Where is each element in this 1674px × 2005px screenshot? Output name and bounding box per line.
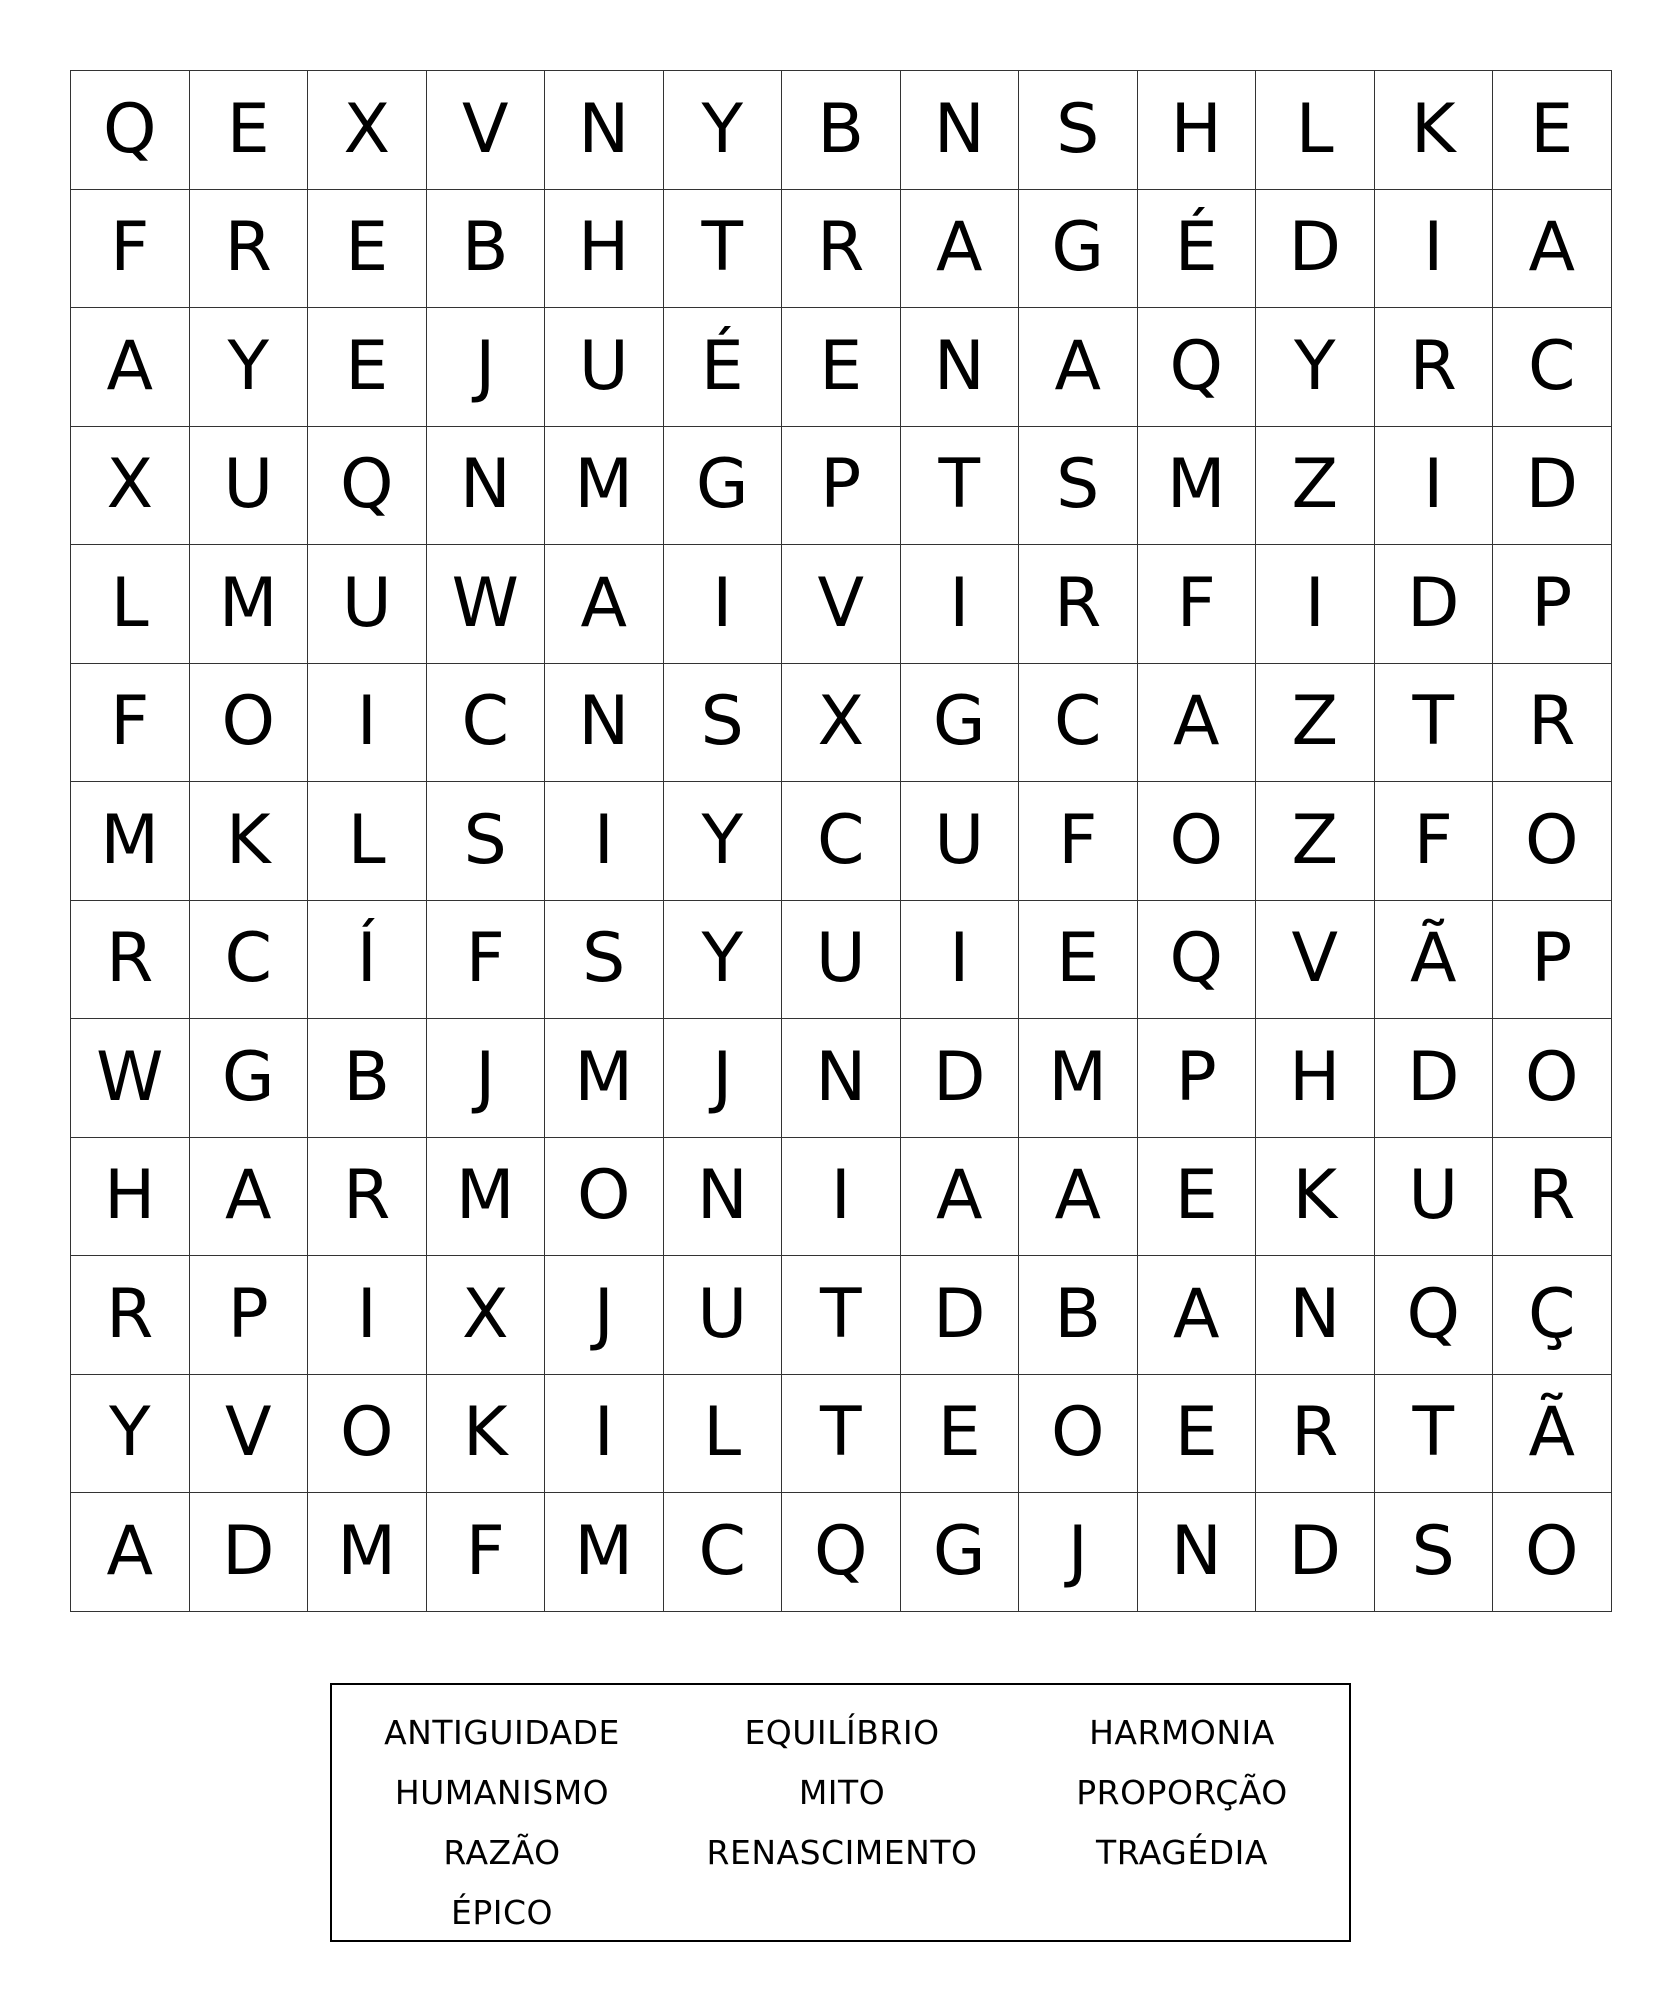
grid-cell[interactable]: J [427, 308, 546, 427]
grid-cell[interactable]: Ã [1375, 901, 1494, 1020]
grid-cell[interactable]: F [427, 901, 546, 1020]
grid-cell[interactable]: K [190, 782, 309, 901]
grid-cell[interactable]: M [545, 427, 664, 546]
grid-cell[interactable]: O [1493, 782, 1612, 901]
grid-cell[interactable]: S [1375, 1493, 1494, 1612]
grid-cell[interactable]: Q [308, 427, 427, 546]
grid-cell[interactable]: F [427, 1493, 546, 1612]
grid-cell[interactable]: M [71, 782, 190, 901]
grid-cell[interactable]: Q [71, 71, 190, 190]
grid-cell[interactable]: G [664, 427, 783, 546]
grid-cell[interactable]: E [1138, 1375, 1257, 1494]
grid-cell[interactable]: T [782, 1256, 901, 1375]
grid-cell[interactable]: Y [664, 782, 783, 901]
grid-cell[interactable]: Y [664, 901, 783, 1020]
word-list-item: EQUILÍBRIO [744, 1713, 940, 1752]
grid-cell[interactable]: K [1256, 1138, 1375, 1257]
grid-cell[interactable]: C [782, 782, 901, 901]
grid-cell[interactable]: O [1493, 1019, 1612, 1138]
grid-cell[interactable]: K [427, 1375, 546, 1494]
grid-cell[interactable]: U [901, 782, 1020, 901]
grid-cell[interactable]: C [190, 901, 309, 1020]
grid-cell[interactable]: P [190, 1256, 309, 1375]
grid-cell[interactable]: T [782, 1375, 901, 1494]
grid-cell[interactable]: R [308, 1138, 427, 1257]
grid-cell[interactable]: Y [1256, 308, 1375, 427]
grid-cell[interactable]: R [190, 190, 309, 309]
grid-cell[interactable]: B [782, 71, 901, 190]
grid-cell[interactable]: F [1019, 782, 1138, 901]
grid-cell[interactable]: T [901, 427, 1020, 546]
grid-cell[interactable]: A [71, 1493, 190, 1612]
grid-cell[interactable]: I [1256, 545, 1375, 664]
grid-cell[interactable]: X [308, 71, 427, 190]
grid-cell[interactable]: R [1375, 308, 1494, 427]
grid-cell[interactable]: U [545, 308, 664, 427]
grid-cell[interactable]: G [190, 1019, 309, 1138]
grid-cell[interactable]: M [1019, 1019, 1138, 1138]
grid-cell[interactable]: D [1493, 427, 1612, 546]
grid-cell[interactable]: X [71, 427, 190, 546]
grid-cell[interactable]: L [71, 545, 190, 664]
grid-cell[interactable]: U [190, 427, 309, 546]
grid-cell[interactable]: G [901, 1493, 1020, 1612]
grid-cell[interactable]: Z [1256, 782, 1375, 901]
grid-cell[interactable]: I [1375, 190, 1494, 309]
grid-cell[interactable]: C [427, 664, 546, 783]
grid-cell[interactable]: O [545, 1138, 664, 1257]
grid-cell[interactable]: Z [1256, 664, 1375, 783]
grid-cell[interactable]: F [71, 664, 190, 783]
grid-cell[interactable]: Z [1256, 427, 1375, 546]
grid-cell[interactable]: N [901, 308, 1020, 427]
grid-cell[interactable]: R [71, 901, 190, 1020]
grid-cell[interactable]: V [427, 71, 546, 190]
grid-cell[interactable]: O [308, 1375, 427, 1494]
grid-cell[interactable]: B [308, 1019, 427, 1138]
grid-cell[interactable]: W [427, 545, 546, 664]
grid-cell[interactable]: A [1019, 1138, 1138, 1257]
grid-cell[interactable]: E [308, 190, 427, 309]
grid-cell[interactable]: P [782, 427, 901, 546]
grid-cell[interactable]: U [1375, 1138, 1494, 1257]
grid-cell[interactable]: S [1019, 71, 1138, 190]
grid-cell[interactable]: J [427, 1019, 546, 1138]
grid-cell[interactable]: U [782, 901, 901, 1020]
grid-cell[interactable]: M [308, 1493, 427, 1612]
grid-cell[interactable]: E [190, 71, 309, 190]
grid-cell[interactable]: Í [308, 901, 427, 1020]
grid-cell[interactable]: X [782, 664, 901, 783]
grid-cell[interactable]: R [1019, 545, 1138, 664]
grid-cell[interactable]: E [901, 1375, 1020, 1494]
grid-cell[interactable]: W [71, 1019, 190, 1138]
grid-cell[interactable]: Y [190, 308, 309, 427]
grid-cell[interactable]: B [1019, 1256, 1138, 1375]
grid-cell[interactable]: V [190, 1375, 309, 1494]
grid-cell[interactable]: D [1375, 1019, 1494, 1138]
grid-cell[interactable]: N [545, 664, 664, 783]
grid-cell[interactable]: I [901, 901, 1020, 1020]
word-list-item: TRAGÉDIA [1096, 1833, 1268, 1872]
grid-cell[interactable]: D [1256, 1493, 1375, 1612]
grid-cell[interactable]: K [1375, 71, 1494, 190]
grid-cell[interactable]: M [545, 1019, 664, 1138]
grid-cell[interactable]: G [901, 664, 1020, 783]
word-list-box [330, 1683, 1351, 1942]
grid-cell[interactable]: F [1138, 545, 1257, 664]
grid-cell[interactable]: S [545, 901, 664, 1020]
grid-cell[interactable]: M [190, 545, 309, 664]
grid-cell[interactable]: A [901, 190, 1020, 309]
grid-cell[interactable]: A [901, 1138, 1020, 1257]
grid-cell[interactable]: I [901, 545, 1020, 664]
grid-cell[interactable]: A [1138, 1256, 1257, 1375]
grid-cell[interactable]: T [1375, 1375, 1494, 1494]
grid-cell[interactable]: D [190, 1493, 309, 1612]
grid-cell[interactable]: C [664, 1493, 783, 1612]
grid-cell[interactable]: É [1138, 190, 1257, 309]
grid-cell[interactable]: M [1138, 427, 1257, 546]
grid-cell[interactable]: E [1019, 901, 1138, 1020]
grid-cell[interactable]: A [1019, 308, 1138, 427]
grid-cell[interactable]: D [901, 1019, 1020, 1138]
grid-cell[interactable]: R [1256, 1375, 1375, 1494]
grid-cell[interactable]: X [427, 1256, 546, 1375]
grid-cell[interactable]: N [1138, 1493, 1257, 1612]
grid-cell[interactable]: Y [664, 71, 783, 190]
grid-cell[interactable]: E [1493, 71, 1612, 190]
grid-cell[interactable]: T [1375, 664, 1494, 783]
letter-grid [70, 70, 1612, 1612]
grid-cell[interactable]: M [427, 1138, 546, 1257]
grid-cell[interactable]: V [1256, 901, 1375, 1020]
grid-cell[interactable]: L [664, 1375, 783, 1494]
grid-cell[interactable]: I [308, 1256, 427, 1375]
grid-cell[interactable]: E [782, 308, 901, 427]
grid-cell[interactable]: D [1256, 190, 1375, 309]
grid-cell[interactable]: A [1493, 190, 1612, 309]
grid-cell[interactable]: H [71, 1138, 190, 1257]
grid-cell[interactable]: R [71, 1256, 190, 1375]
grid-cell[interactable]: D [901, 1256, 1020, 1375]
grid-cell[interactable]: P [1493, 901, 1612, 1020]
grid-cell[interactable]: A [190, 1138, 309, 1257]
grid-cell[interactable]: O [1138, 782, 1257, 901]
word-list-item: HUMANISMO [394, 1773, 610, 1812]
word-list-item: PROPORÇÃO [1076, 1773, 1288, 1812]
grid-cell[interactable]: I [782, 1138, 901, 1257]
grid-cell[interactable]: N [1256, 1256, 1375, 1375]
grid-cell[interactable]: T [664, 190, 783, 309]
grid-cell[interactable]: J [664, 1019, 783, 1138]
grid-cell[interactable]: N [664, 1138, 783, 1257]
grid-cell[interactable]: E [1138, 1138, 1257, 1257]
word-list-item: ANTIGUIDADE [384, 1713, 620, 1752]
grid-cell[interactable]: A [1138, 664, 1257, 783]
grid-cell[interactable]: F [71, 190, 190, 309]
grid-cell[interactable]: M [545, 1493, 664, 1612]
grid-cell[interactable]: U [308, 545, 427, 664]
grid-cell[interactable]: Q [782, 1493, 901, 1612]
grid-cell[interactable]: F [1375, 782, 1494, 901]
grid-cell[interactable]: N [545, 71, 664, 190]
grid-cell[interactable]: A [545, 545, 664, 664]
grid-cell[interactable]: Q [1375, 1256, 1494, 1375]
word-list-item: HARMONIA [1089, 1713, 1275, 1752]
grid-cell[interactable]: Ç [1493, 1256, 1612, 1375]
grid-cell[interactable]: I [545, 1375, 664, 1494]
word-list-item: MITO [798, 1773, 886, 1812]
grid-cell[interactable]: D [1375, 545, 1494, 664]
grid-cell[interactable]: L [308, 782, 427, 901]
grid-cell[interactable]: J [545, 1256, 664, 1375]
word-list [332, 1703, 1349, 1943]
grid-cell[interactable]: J [1019, 1493, 1138, 1612]
grid-cell[interactable]: C [1019, 664, 1138, 783]
grid-cell[interactable]: O [190, 664, 309, 783]
grid-cell[interactable]: B [427, 190, 546, 309]
grid-cell[interactable]: H [545, 190, 664, 309]
grid-cell[interactable]: L [1256, 71, 1375, 190]
grid-cell[interactable]: S [664, 664, 783, 783]
grid-cell[interactable]: P [1493, 545, 1612, 664]
grid-cell[interactable]: I [545, 782, 664, 901]
grid-cell[interactable]: H [1256, 1019, 1375, 1138]
grid-cell[interactable]: P [1138, 1019, 1257, 1138]
word-list-item: RAZÃO [443, 1833, 561, 1872]
grid-cell[interactable]: I [308, 664, 427, 783]
grid-cell[interactable]: O [1019, 1375, 1138, 1494]
grid-cell[interactable]: Y [71, 1375, 190, 1494]
grid-cell[interactable]: O [1493, 1493, 1612, 1612]
word-list-item: RENASCIMENTO [706, 1833, 978, 1872]
grid-cell[interactable]: H [1138, 71, 1257, 190]
grid-cell[interactable]: V [782, 545, 901, 664]
grid-cell[interactable]: R [782, 190, 901, 309]
grid-cell[interactable]: C [1493, 308, 1612, 427]
grid-cell[interactable]: U [664, 1256, 783, 1375]
grid-cell[interactable]: R [1493, 664, 1612, 783]
grid-cell[interactable]: Q [1138, 901, 1257, 1020]
grid-cell[interactable]: A [71, 308, 190, 427]
grid-cell[interactable]: G [1019, 190, 1138, 309]
word-list-item: ÉPICO [451, 1893, 553, 1932]
grid-cell[interactable]: Ã [1493, 1375, 1612, 1494]
grid-cell[interactable]: N [901, 71, 1020, 190]
grid-cell[interactable]: N [782, 1019, 901, 1138]
grid-cell[interactable]: E [308, 308, 427, 427]
grid-cell[interactable]: N [427, 427, 546, 546]
grid-cell[interactable]: I [1375, 427, 1494, 546]
grid-cell[interactable]: R [1493, 1138, 1612, 1257]
grid-cell[interactable]: É [664, 308, 783, 427]
grid-cell[interactable]: S [427, 782, 546, 901]
grid-cell[interactable]: Q [1138, 308, 1257, 427]
grid-cell[interactable]: I [664, 545, 783, 664]
grid-cell[interactable]: S [1019, 427, 1138, 546]
